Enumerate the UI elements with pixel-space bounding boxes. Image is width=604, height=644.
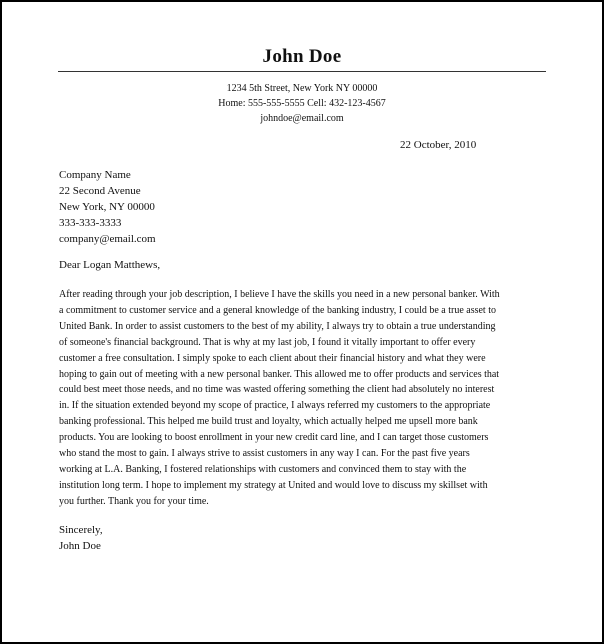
salutation: Dear Logan Matthews, bbox=[59, 259, 161, 271]
signature-name: John Doe bbox=[59, 540, 101, 552]
body-line: you further. Thank you for your time. bbox=[59, 495, 209, 507]
body-line: hoping to gain out of meeting with a new personal banker. This allowed me to offer products and services that bbox=[59, 368, 500, 380]
body-line: institution long term. I hope to implement my strategy at United and would love to discuss my skillset with bbox=[59, 479, 488, 491]
letter-date: 22 October, 2010 bbox=[400, 139, 477, 151]
header-divider bbox=[58, 71, 546, 72]
letter-body bbox=[59, 287, 500, 510]
closing: Sincerely, bbox=[59, 524, 103, 536]
signoff-block bbox=[59, 522, 103, 554]
body-line: products. You are looking to boost enrollment in your new credit card line, and I can target those customers bbox=[59, 432, 489, 444]
body-line: working at L.A. Banking, I fostered relationships with customers and convinced them to stay with the bbox=[59, 463, 467, 475]
sender-email: johndoe@email.com bbox=[260, 113, 344, 124]
recipient-block bbox=[59, 167, 156, 247]
body-line: a commitment to customer service and a general knowledge of the banking industry, I could be a true asset to bbox=[59, 304, 496, 316]
recipient-phone: 333-333-3333 bbox=[59, 217, 122, 229]
recipient-street: 22 Second Avenue bbox=[59, 185, 141, 197]
body-line: banking professional. This helped me build trust and loyalty, which actually helped me upsell more bank bbox=[59, 416, 478, 428]
sender-address: 1234 5th Street, New York NY 00000 bbox=[226, 83, 378, 94]
recipient-company: Company Name bbox=[59, 169, 131, 181]
body-line: of someone's financial background. That is why at my last job, I found it vitally important to offer every bbox=[59, 336, 476, 348]
recipient-email: company@email.com bbox=[59, 233, 156, 245]
body-line: in. If the situation extended beyond my scope of practice, I always referred my customers to the appropriate bbox=[59, 400, 491, 412]
body-line: who stand the most to gain. I always strive to assist customers in any way I can. For the past five years bbox=[59, 448, 470, 460]
sender-contact bbox=[2, 81, 602, 126]
body-line: United Bank. In order to assist customers to the best of my ability, I always try to obtain a true understanding bbox=[59, 320, 496, 332]
body-line: After reading through your job description, I believe I have the skills you need in a new personal banker. With bbox=[59, 289, 500, 300]
sender-name: John Doe bbox=[262, 46, 342, 67]
body-line: could best meet those needs, and no time was wasted offering something the client had absolutely no interest bbox=[59, 384, 495, 396]
recipient-city: New York, NY 00000 bbox=[59, 201, 155, 213]
body-line: customer a free consultation. I simply spoke to each client about their financial history and what they were bbox=[59, 352, 486, 364]
sender-phones: Home: 555-555-5555 Cell: 432-123-4567 bbox=[218, 98, 386, 109]
